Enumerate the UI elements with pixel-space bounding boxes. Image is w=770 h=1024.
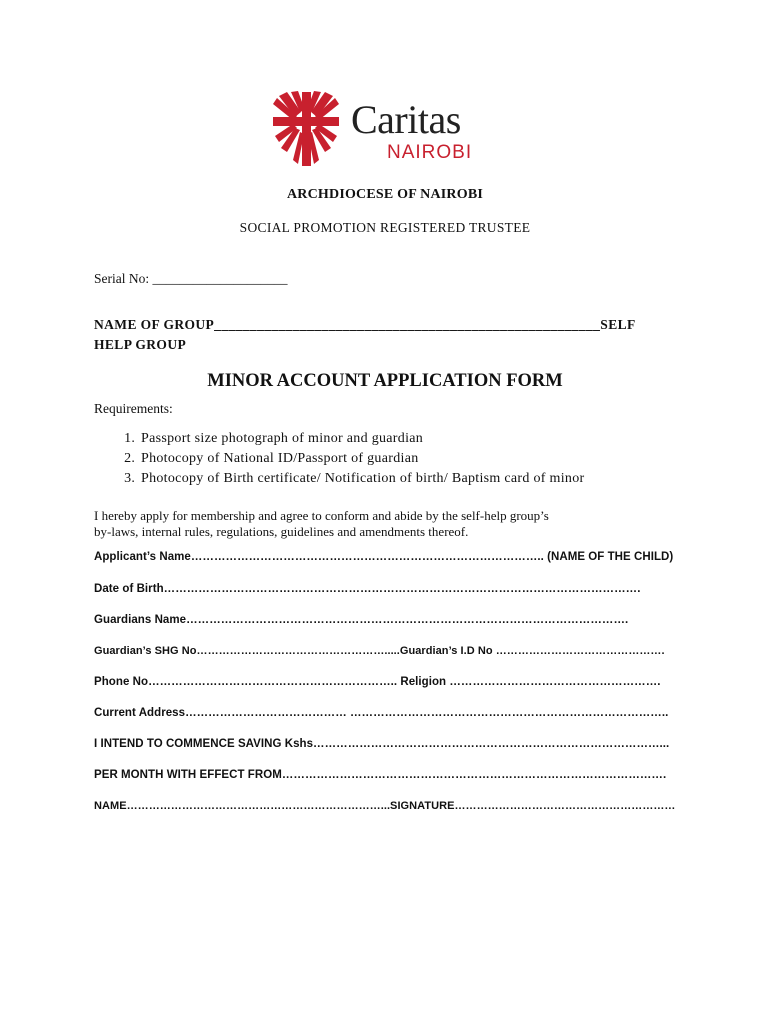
group-name-field[interactable]: NAME OF GROUP______________________________________________________SELF (94, 317, 636, 332)
logo-name: Caritas (351, 97, 461, 142)
requirement-item: 2. Photocopy of National ID/Passport of guardian (139, 449, 584, 469)
group-name-field-continued: HELP GROUP (94, 337, 187, 352)
applicant-name-field[interactable]: Applicant’s Name……………………………………………………………………………….. (NAME OF THE CHILD) (94, 551, 674, 563)
name-signature-field[interactable]: NAME……………………………………………………………...SIGNATURE…………………………………………………… (94, 800, 676, 812)
guardian-name-field[interactable]: Guardians Name……………………………………………………………………………………………………. (94, 614, 629, 626)
saving-amount-field[interactable]: I INTEND TO COMMENCE SAVING Kshs………………………………………………………………………………... (94, 738, 670, 750)
phone-religion-field[interactable]: Phone No……………………………………………………….. Religion ………………………………………………. (94, 676, 661, 688)
org-subtitle: SOCIAL PROMOTION REGISTERED TRUSTEE (239, 220, 531, 235)
caritas-logo (271, 90, 511, 170)
declaration-line: I hereby apply for membership and agree to conform and abide by the self-help group’s (94, 508, 549, 523)
form-title: MINOR ACCOUNT APPLICATION FORM (207, 371, 563, 391)
current-address-field[interactable]: Current Address…………………………………… ……………………………………………………………………….. (94, 707, 669, 719)
guardian-shg-id-field[interactable]: Guardian’s SHG No…………………………………………….....Guardian’s I.D No ………………………………………. (94, 645, 665, 657)
requirement-item: 3. Photocopy of Birth certificate/ Notification of birth/ Baptism card of minor (139, 469, 584, 489)
declaration-line: by-laws, internal rules, regulations, guidelines and amendments thereof. (94, 524, 469, 539)
requirements-list (94, 429, 584, 489)
requirements-label: Requirements: (94, 401, 173, 416)
date-of-birth-field[interactable]: Date of Birth……………………………………………………………………………………………………………. (94, 583, 641, 595)
org-heading: ARCHDIOCESE OF NAIROBI (286, 187, 484, 202)
logo-subtitle: NAIROBI (387, 142, 473, 163)
serial-number-field[interactable]: Serial No: ____________________ (94, 271, 288, 286)
requirement-item: 1. Passport size photograph of minor and guardian (139, 429, 584, 449)
effective-date-field[interactable]: PER MONTH WITH EFFECT FROM………………………………………………………………………………………. (94, 769, 667, 781)
